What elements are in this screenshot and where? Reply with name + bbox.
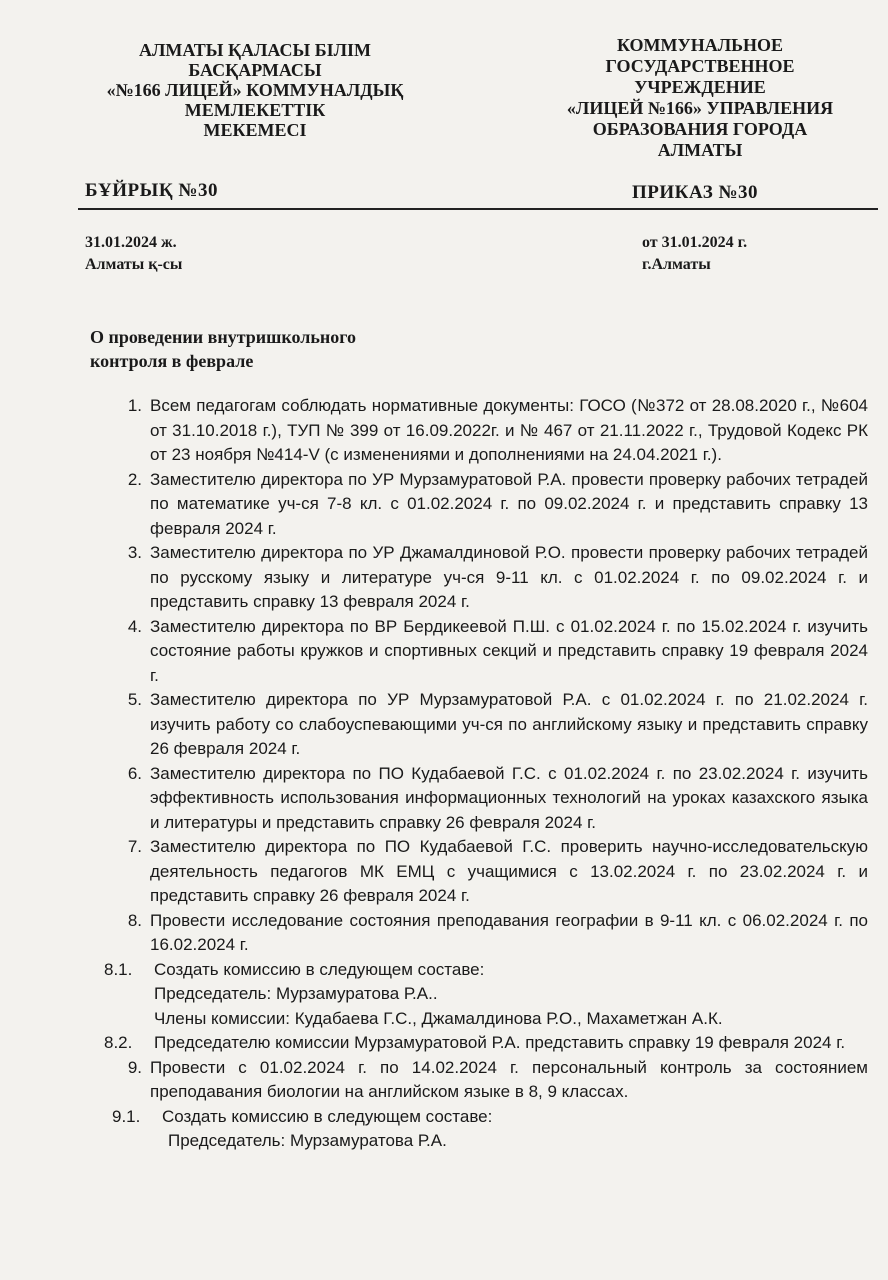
order-city: г.Алматы (642, 256, 711, 273)
sub-item-text: Создать комиссию в следующем составе: (154, 959, 485, 979)
list-item (90, 1056, 868, 1105)
list-item (90, 541, 868, 615)
item-text: Заместителю директора по УР Мурзамуратовой Р.А. с 01.02.2024 г. по 21.02.2024 г. изучить работу со слабоуспевающими уч-ся по английскому языку и представить справку 26 февраля 2024 г. (150, 690, 868, 758)
item-number: 3. (127, 543, 142, 562)
header-left-line: БАСҚАРМАСЫ (188, 60, 322, 80)
subject-line: контроля в феврале (90, 351, 254, 371)
order-subject (90, 325, 356, 373)
item-text: Всем педагогам соблюдать нормативные документы: ГОСО (№372 от 28.08.2020 г., №604 от 31.10.2018 г.), ТУП № 399 от 16.09.2022г. и № 467 от 21.11.2022 г., Трудовой Кодекс РК от 23 ноября №414-V (с изменениями и дополнениями на 24.04.2021 г.). (150, 396, 868, 464)
header-left-line: «№166 ЛИЦЕЙ» КОММУНАЛДЫҚ (106, 80, 404, 100)
item-number: 6. (127, 763, 142, 783)
header-left-line: МЕКЕМЕСІ (203, 120, 307, 140)
sub-item-number: 8.1. (104, 959, 133, 979)
item-text: Заместителю директора по УР Джамалдиновой Р.О. провести проверку рабочих тетрадей по русскому языку и литературе уч-ся 9-11 кл. с 01.02.2024 г. по 09.02.2024 г. и представить справку 13 февраля 2024 г. (150, 543, 868, 611)
item-text: Заместителю директора по ПО Кудабаевой Г.С. с 01.02.2024 г. по 23.02.2024 г. изучить эффективность использования информационных технологий на уроках казахского языка и литературы и представить справку 26 февраля 2024 г. (150, 763, 868, 832)
order-date: 31.01.2024 ж. (85, 234, 177, 251)
header-divider (78, 208, 878, 210)
header-left-line: МЕМЛЕКЕТТІК (184, 100, 326, 120)
sub-item (104, 958, 868, 983)
item-number: 8. (127, 910, 142, 930)
sub-item (104, 1031, 868, 1056)
header-right-line: УЧРЕЖДЕНИЕ (634, 77, 766, 97)
header-left-kazakh (70, 40, 440, 140)
item-number: 5. (127, 690, 142, 709)
order-date: от 31.01.2024 г. (642, 234, 748, 251)
list-item (90, 394, 868, 468)
list-item (90, 688, 868, 762)
header-right-line: АЛМАТЫ (657, 140, 743, 160)
item-text: Провести исследование состояния преподавания географии в 9-11 кл. с 06.02.2024 г. по 16.02.2024 г. (150, 910, 868, 954)
item-number: 4. (127, 616, 142, 636)
commission-members: Члены комиссии: Кудабаева Г.С., Джамалдинова Р.О., Махаметжан А.К. (154, 1008, 723, 1028)
item-text: Заместителю директора по ПО Кудабаевой Г.С. проверить научно-исследовательскую деятельность педагогов МК ЕМЦ с учащимися с 13.02.2024 г. по 23.02.2024 г. и представить справку 26 февраля 2024 г. (150, 837, 868, 905)
subject-line: О проведении внутришкольного (90, 327, 356, 347)
commission-chair: Председатель: Мурзамуратова Р.А.. (154, 984, 438, 1003)
list-item (90, 762, 868, 836)
date-block-russian (642, 232, 747, 276)
sub-item-text: Создать комиссию в следующем составе: (162, 1106, 493, 1126)
list-item (90, 835, 868, 909)
header-right-line: «ЛИЦЕЙ №166» УПРАВЛЕНИЯ (566, 98, 834, 118)
header-right-line: ОБРАЗОВАНИЯ ГОРОДА (592, 119, 808, 139)
order-number-russian: ПРИКАЗ №30 (632, 182, 759, 203)
list-item (90, 615, 868, 689)
header-left-line: АЛМАТЫ ҚАЛАСЫ БІЛІМ (138, 40, 372, 60)
sub-item-number: 9.1. (112, 1106, 141, 1126)
order-number-kazakh: БҰЙРЫҚ №30 (85, 180, 218, 201)
commission-chair: Председатель: Мурзамуратова Р.А. (168, 1131, 447, 1150)
order-body (90, 394, 868, 1154)
header-right-line: КОММУНАЛЬНОЕ (616, 35, 784, 55)
order-city: Алматы қ-сы (85, 256, 183, 273)
item-number: 1. (127, 396, 142, 415)
item-text: Заместителю директора по ВР Бердикеевой П.Ш. с 01.02.2024 г. по 15.02.2024 г. изучить состояние работы кружков и спортивных секций и представить справку 19 февраля 2024 г. (150, 616, 868, 685)
list-item (90, 468, 868, 542)
item-text: Провести с 01.02.2024 г. по 14.02.2024 г. персональный контроль за состоянием преподавания биологии на английском языке в 8, 9 классах. (150, 1057, 868, 1101)
header-right-russian (540, 35, 860, 161)
sub-item-number: 8.2. (104, 1033, 133, 1052)
list-item (90, 909, 868, 958)
header-right-line: ГОСУДАРСТВЕННОЕ (605, 56, 795, 76)
item-number: 9. (127, 1057, 142, 1077)
date-block-kazakh (85, 232, 182, 276)
sub-item (112, 1105, 868, 1130)
item-text: Заместителю директора по УР Мурзамуратовой Р.А. провести проверку рабочих тетрадей по математике уч-ся 7-8 кл. с 01.02.2024 г. по 09.02.2024 г. и представить справку 13 февраля 2024 г. (150, 469, 868, 538)
item-number: 7. (127, 837, 142, 856)
sub-item-text: Председателю комиссии Мурзамуратовой Р.А. представить справку 19 февраля 2024 г. (154, 1033, 846, 1052)
item-number: 2. (127, 469, 142, 489)
